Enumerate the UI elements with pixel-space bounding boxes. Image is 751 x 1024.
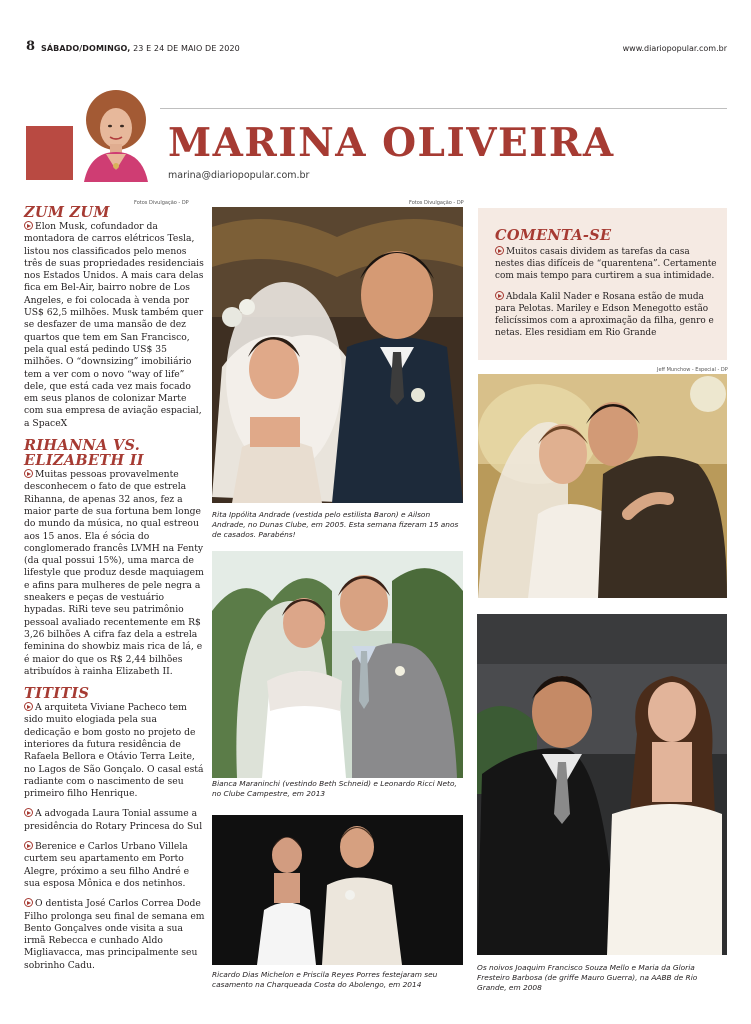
site-url[interactable]: www.diariopopular.com.br (622, 44, 727, 53)
comenta-item-text: Muitos casais dividem as tarefas da casa nestes dias difíceis de “quarentena”. Certamente com mais tempo para curtirem a sua intimidade. (495, 247, 717, 282)
photo-rita-ailson (212, 207, 463, 503)
caption-joaquim-maria: Os noivos Joaquim Francisco Souza Mello e Maria da Gloria Fresteiro Barbosa (de griffe Mauro Guerra), na AABB de Rio Grande, em 2008 (477, 963, 698, 993)
page-header (26, 41, 727, 57)
arrow-bullet-icon (24, 898, 33, 907)
arrow-bullet-icon (24, 221, 33, 230)
comenta-se-box (478, 208, 727, 360)
comenta-item (495, 245, 717, 283)
arrow-bullet-icon (24, 808, 33, 817)
photo-credit-center: Fotos Divulgação - DP (409, 200, 464, 206)
caption-bianca-leonardo: Bianca Maraninchi (vestindo Beth Schneid) e Leonardo Ricci Neto, no Clube Campestre, em 2013 (212, 779, 457, 799)
weekday: SÁBADO/DOMINGO, (41, 44, 131, 53)
zumzum-text: Elon Musk, cofundador da montadora de carros elétricos Tesla, listou nos classificados pelo menos três de suas propriedades residenciais nos Estados Unidos. A mais cara delas fica em Bel-Air, bairro nobre de Los Angeles, e foi colocada à venda por US$ 62,5 milhões. Musk também quer se desfazer de uma mansão de dez quartos que tem em San Francisco, pela qual está pedindo US$ 35 milhões. O “downsizing” imobiliário tem a ver com o novo “way of life” dele, que está cada vez mais focado em seus planos de colonizar Marte com sua empresa de aviação espacial, a SpaceX (24, 221, 204, 429)
arrow-bullet-icon (24, 469, 33, 478)
column-title: MARINA OLIVEIRA (168, 120, 615, 166)
tititis-item (24, 840, 206, 890)
zumzum-paragraph (24, 220, 206, 430)
arrow-bullet-icon (24, 841, 33, 850)
date: 23 E 24 DE MAIO DE 2020 (133, 44, 240, 53)
comenta-item (495, 290, 717, 340)
arrow-bullet-icon (495, 246, 504, 255)
photo-credit-left: Fotos Divulgação - DP (134, 200, 189, 206)
section-title-comenta: COMENTA-SE (495, 227, 612, 244)
tititis-item-text: A advogada Laura Tonial assume a presidência do Rotary Princesa do Sul (24, 808, 203, 832)
dateline (41, 44, 240, 53)
columnist-email[interactable]: marina@diariopopular.com.br (168, 170, 310, 181)
photo-credit-right: Jeff Munchow - Especial - DP (657, 367, 728, 373)
section-title-rihanna (24, 438, 206, 468)
tititis-item (24, 701, 206, 800)
tititis-item-text: A arquiteta Viviane Pacheco tem sido muito elogiada pela sua dedicação e bom gosto no projeto de interiores da futura residência de Rafaela Bellora e Otávio Terra Leite, no Lagos de São Gonçalo. O casal está radiante com o nascimento de seu primeiro filho Henrique. (24, 702, 204, 800)
comenta-item-text: Abdala Kalil Nader e Rosana estão de muda para Pelotas. Mariley e Edson Menegotto estão felicíssimos com a aproximação da filha, genro e netas. Eles residiam em Rio Grande (495, 291, 714, 339)
caption-rita-ailson: Rita Ippólita Andrade (vestida pelo estilista Baron) e Ailson Andrade, no Dunas Clube, em 2005. Esta semana fizeram 15 anos de casados. Parabéns! (212, 510, 459, 540)
tititis-item (24, 897, 206, 972)
section-title-zumzum: ZUM ZUM (24, 204, 110, 221)
column-logo-block (26, 126, 76, 180)
columnist-portrait (76, 86, 156, 182)
arrow-bullet-icon (24, 702, 33, 711)
photo-ricardo-priscila (212, 815, 463, 965)
photo-joaquim-maria (477, 614, 727, 955)
rihanna-title-line2: ELIZABETH II (24, 452, 144, 470)
photo-couple-kiss (478, 374, 727, 598)
tititis-item-text: Berenice e Carlos Urbano Villela curtem seu apartamento em Porto Alegre, próximo a seu filho André e sua esposa Mônica e dos netinhos. (24, 841, 190, 889)
page-number: 8 (26, 39, 36, 54)
photo-bianca-leonardo (212, 551, 463, 778)
tititis-item (24, 807, 206, 833)
rihanna-text: Muitas pessoas provavelmente desconhecem o fato de que estrela Rihanna, de apenas 32 anos, fez a maior parte de sua fortuna bem longe do mundo da música, no qual estreou aos 15 anos. Ela é sócia do conglomerado francês LVMH na Fenty (da qual possui 15%), uma marca de lifestyle que produz desde maquiagem e afins para mulheres de pele negra a sneakers e peças de vestuário hypadas. RiRi teve seu patrimônio pessoal avaliado recentemente em R$ 3,26 bilhões A cifra faz dela a estrela feminina do showbiz mais rica de lá, e é maior do que os R$ 2,44 bilhões atribuídos à rainha Elizabeth II. (24, 469, 204, 677)
tititis-item-text: O dentista José Carlos Correa Dode Filho prolonga seu final de semana em Bento Gonçalves onde visita a sua irmã Rebecca e cunhado Aldo Migliavacca, mas principalmente seu sobrinho Cadu. (24, 898, 205, 971)
rihanna-title-line1: RIHANNA VS. (24, 437, 141, 455)
left-text-column (24, 205, 206, 979)
arrow-bullet-icon (495, 291, 504, 300)
section-title-tititis: TITITIS (24, 685, 90, 703)
header-rule (160, 108, 727, 109)
rihanna-paragraph (24, 468, 206, 678)
caption-ricardo-priscila: Ricardo Dias Michelon e Priscila Reyes Porres festejaram seu casamento na Charqueada Costa do Abolengo, em 2014 (212, 970, 438, 990)
